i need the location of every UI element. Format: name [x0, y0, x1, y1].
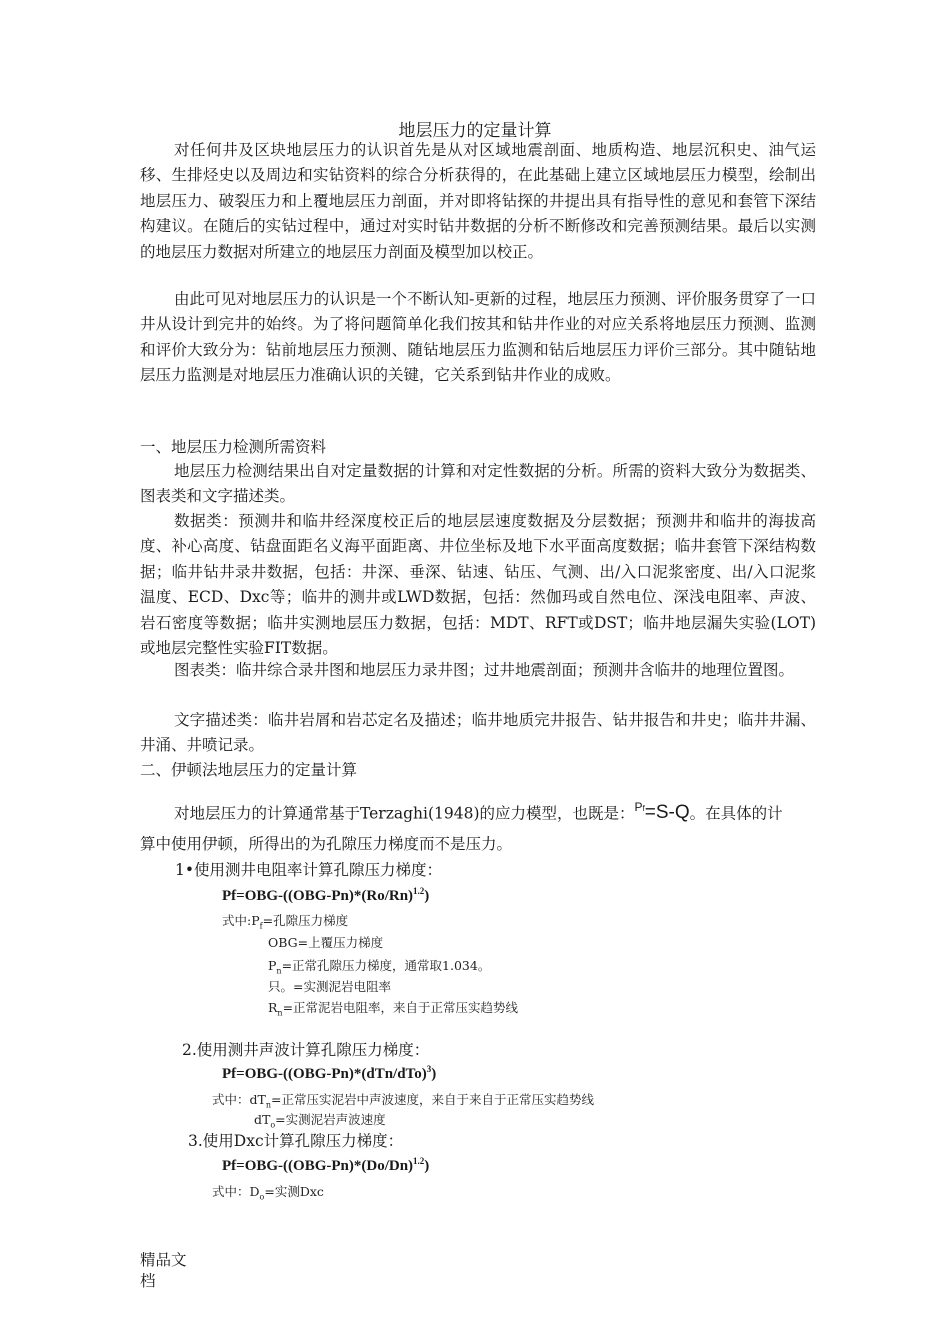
section-1-paragraph-data: 数据类：预测井和临井经深度校正后的地层层速度数据及分层数据；预测井和临井的海拔高度、补心高度、钻盘面距名义海平面距离、井位坐标及地下水平面高度数据；临井套管下深结构数据；临井钻井录井数据，包括：井深、垂深、钻速、钻压、气测、出/入口泥浆密度、出/入口泥浆温度、ECD、Dxc等；临井的测井或LWD数据，包括：然伽玛或自然电位、深浅电阻率、声波、岩石密度等数据；临井实测地层压力数据，包括：MDT、RFT或DST；临井地层漏失实验(LOT)或地层完整性实验FIT数据。 [140, 512, 816, 658]
method-1-note-pn: $P_n=$正常孔隙压力梯度，通常取1.034。 [268, 958, 491, 976]
section-2-paragraph [140, 795, 816, 827]
section-1-paragraph-charts: 图表类：临井综合录井图和地层压力录井图；过井地震剖面；预测井含临井的地理位置图。 [174, 661, 795, 679]
page-title: 地层压力的定量计算 [398, 121, 552, 141]
method-3-formula: $Pf=OBG-((OBG-Pn)*(Do/Dn)^{1.2})$ [222, 1156, 430, 1174]
method-3-note-do: 式中：$D_o=$实测Dxc [212, 1184, 324, 1202]
section-1-paragraph-1: 地层压力检测结果出自对定量数据的计算和对定性数据的分析。所需的资料大致分为数据类、图表类和文字描述类。 [140, 462, 816, 506]
section-1-paragraph-text: 文字描述类：临井岩屑和岩芯定名及描述；临井地质完井报告、钻井报告和井史；临井井漏、井涌、井喷记录。 [140, 711, 816, 755]
section-2-text-b: 。在具体的计 [689, 804, 783, 823]
method-1-note-obg: OBG=上覆压力梯度 [268, 935, 384, 950]
intro-paragraph-1: 对任何井及区块地层压力的认识首先是从对区域地震剖面、地质构造、地层沉积史、油气运移、生排烃史以及周边和实钻资料的综合分析获得的，在此基础上建立区域地层压力模型，绘制出地层压力、破裂压力和上覆地层压力剖面，并对即将钻探的井提出具有指导性的意见和套管下深结构建议。在随后的实钻过程中，通过对实时钻井数据的分析不断修改和完善预测结果。最后以实测的地层压力数据对所建立的地层压力剖面及模型加以校正。 [140, 141, 816, 261]
section-2-text-c: 算中使用伊顿，所得出的为孔隙压力梯度而不是压力。 [140, 835, 513, 853]
method-1-note-pf: 式中$:P_f=$孔隙压力梯度 [222, 913, 349, 931]
section-2-text-a: 对地层压力的计算通常基于Terzaghi(1948)的应力模型，也既是： [174, 804, 635, 823]
method-1-note-rn: $R_n=$正常泥岩电阻率，来自于正常压实趋势线 [268, 1000, 519, 1018]
method-1-formula: $Pf=OBG-((OBG-Pn)*(Ro/Rn)^{1.2})$ [222, 886, 430, 904]
method-2-note-dto: $dT_o=$实测泥岩声波速度 [254, 1112, 386, 1130]
method-3-title: 3.使用Dxc计算孔隙压力梯度： [188, 1132, 404, 1150]
method-1-title: 1•使用测井电阻率计算孔隙压力梯度： [175, 861, 443, 879]
terzaghi-formula: $^{Pf}$=S-Q [634, 800, 690, 824]
footer-watermark-text: 精品文档 [140, 1251, 187, 1290]
section-2-heading: 二、伊顿法地层压力的定量计算 [140, 761, 358, 779]
section-1-heading: 一、地层压力检测所需资料 [140, 438, 327, 456]
method-2-title: 2.使用测井声波计算孔隙压力梯度： [182, 1041, 430, 1059]
intro-paragraph-2: 由此可见对地层压力的认识是一个不断认知-更新的过程，地层压力预测、评价服务贯穿了一口井从设计到完井的始终。为了将问题简单化我们按其和钻井作业的对应关系将地层压力预测、监测和评价大致分为：钻前地层压力预测、随钻地层压力监测和钻后地层压力评价三部分。其中随钻地层压力监测是对地层压力准确认识的关键，它关系到钻井作业的成败。 [140, 290, 816, 385]
method-2-note-dtn: 式中：$dT_n=$正常压实泥岩中声波速度，来自于来自于正常压实趋势线 [212, 1092, 594, 1110]
method-2-formula: $Pf=OBG-((OBG-Pn)*(dTn/dTo)^3)$ [222, 1064, 437, 1082]
method-1-note-ro: 只。=实测泥岩电阻率 [268, 979, 391, 994]
